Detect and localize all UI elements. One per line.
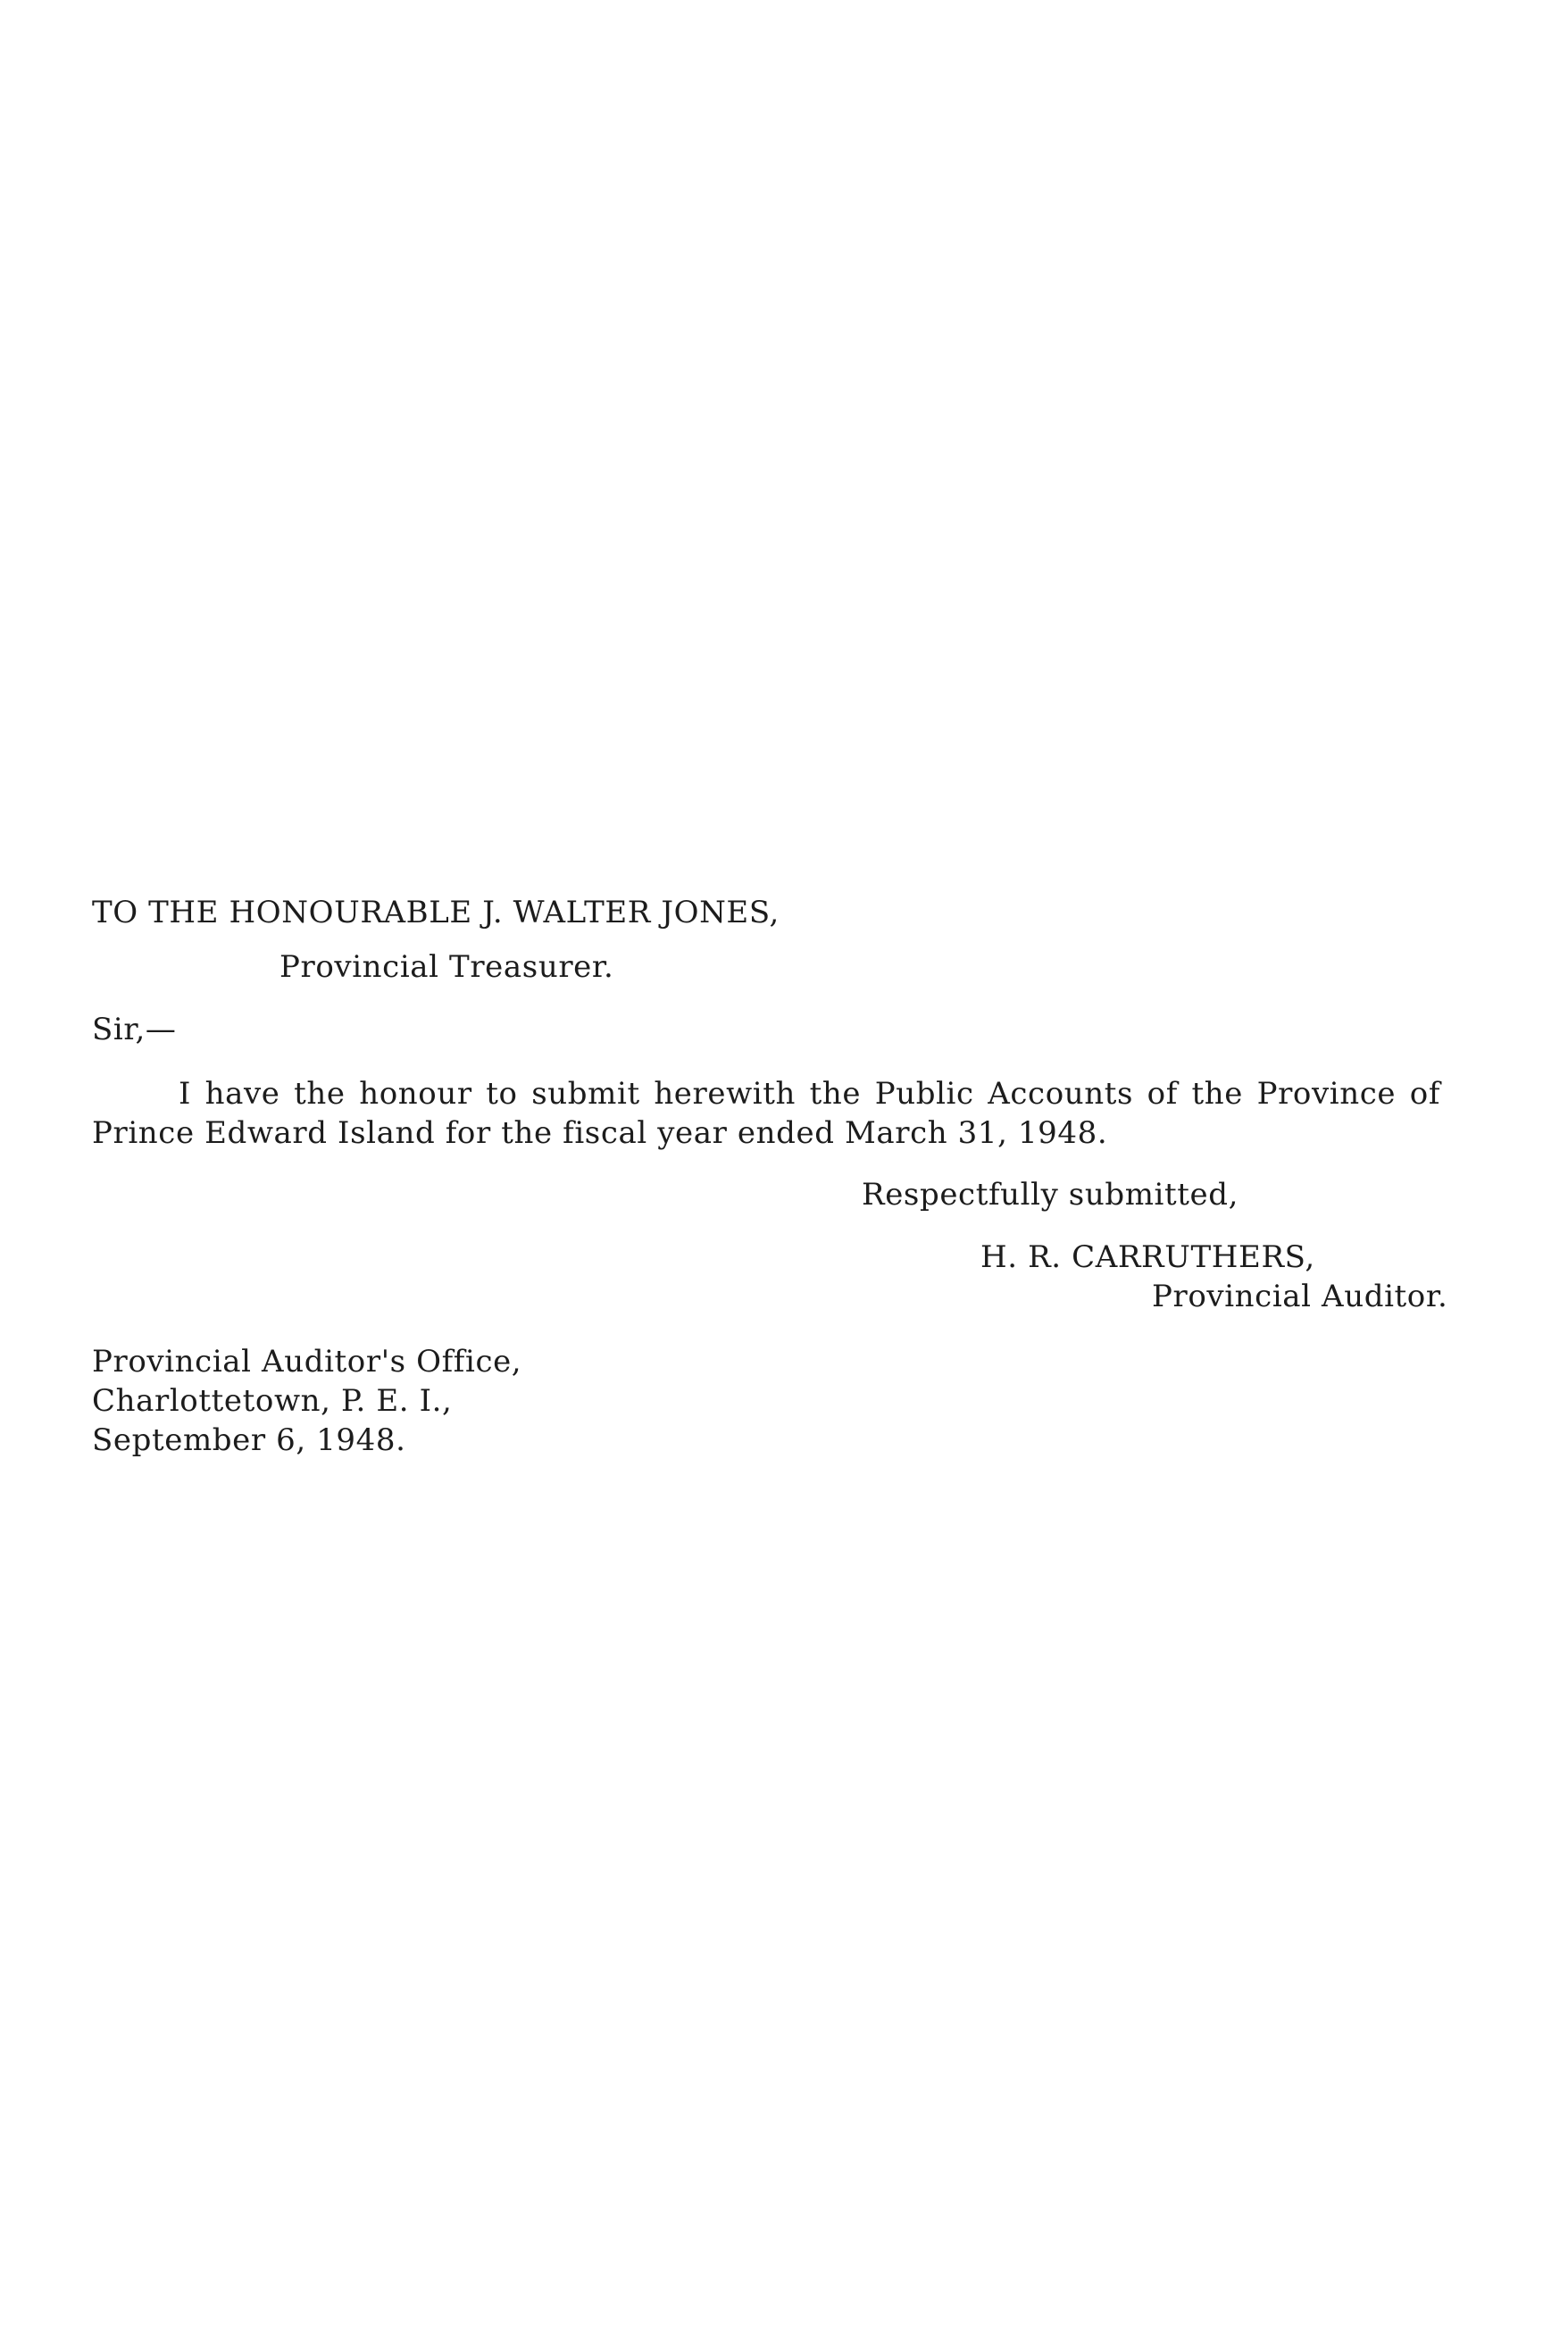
body-line-1: I have the honour to submit herewith the Public Accounts of the Province of xyxy=(179,1076,1440,1112)
salutation: Sir,— xyxy=(92,1012,177,1047)
body-line-2: Prince Edward Island for the fiscal year ended March 31, 1948. xyxy=(92,1115,1108,1151)
signer-title: Provincial Auditor. xyxy=(1152,1279,1448,1314)
closing-line: Respectfully submitted, xyxy=(862,1177,1239,1213)
addressee-title: Provincial Treasurer. xyxy=(279,949,614,985)
signer-name: H. R. CARRUTHERS, xyxy=(980,1239,1315,1275)
addressee-line: TO THE HONOURABLE J. WALTER JONES, xyxy=(92,895,780,930)
date-line: September 6, 1948. xyxy=(92,1422,406,1458)
body-paragraph xyxy=(92,1074,1440,1153)
office-line: Provincial Auditor's Office, xyxy=(92,1344,522,1380)
city-line: Charlottetown, P. E. I., xyxy=(92,1383,453,1419)
